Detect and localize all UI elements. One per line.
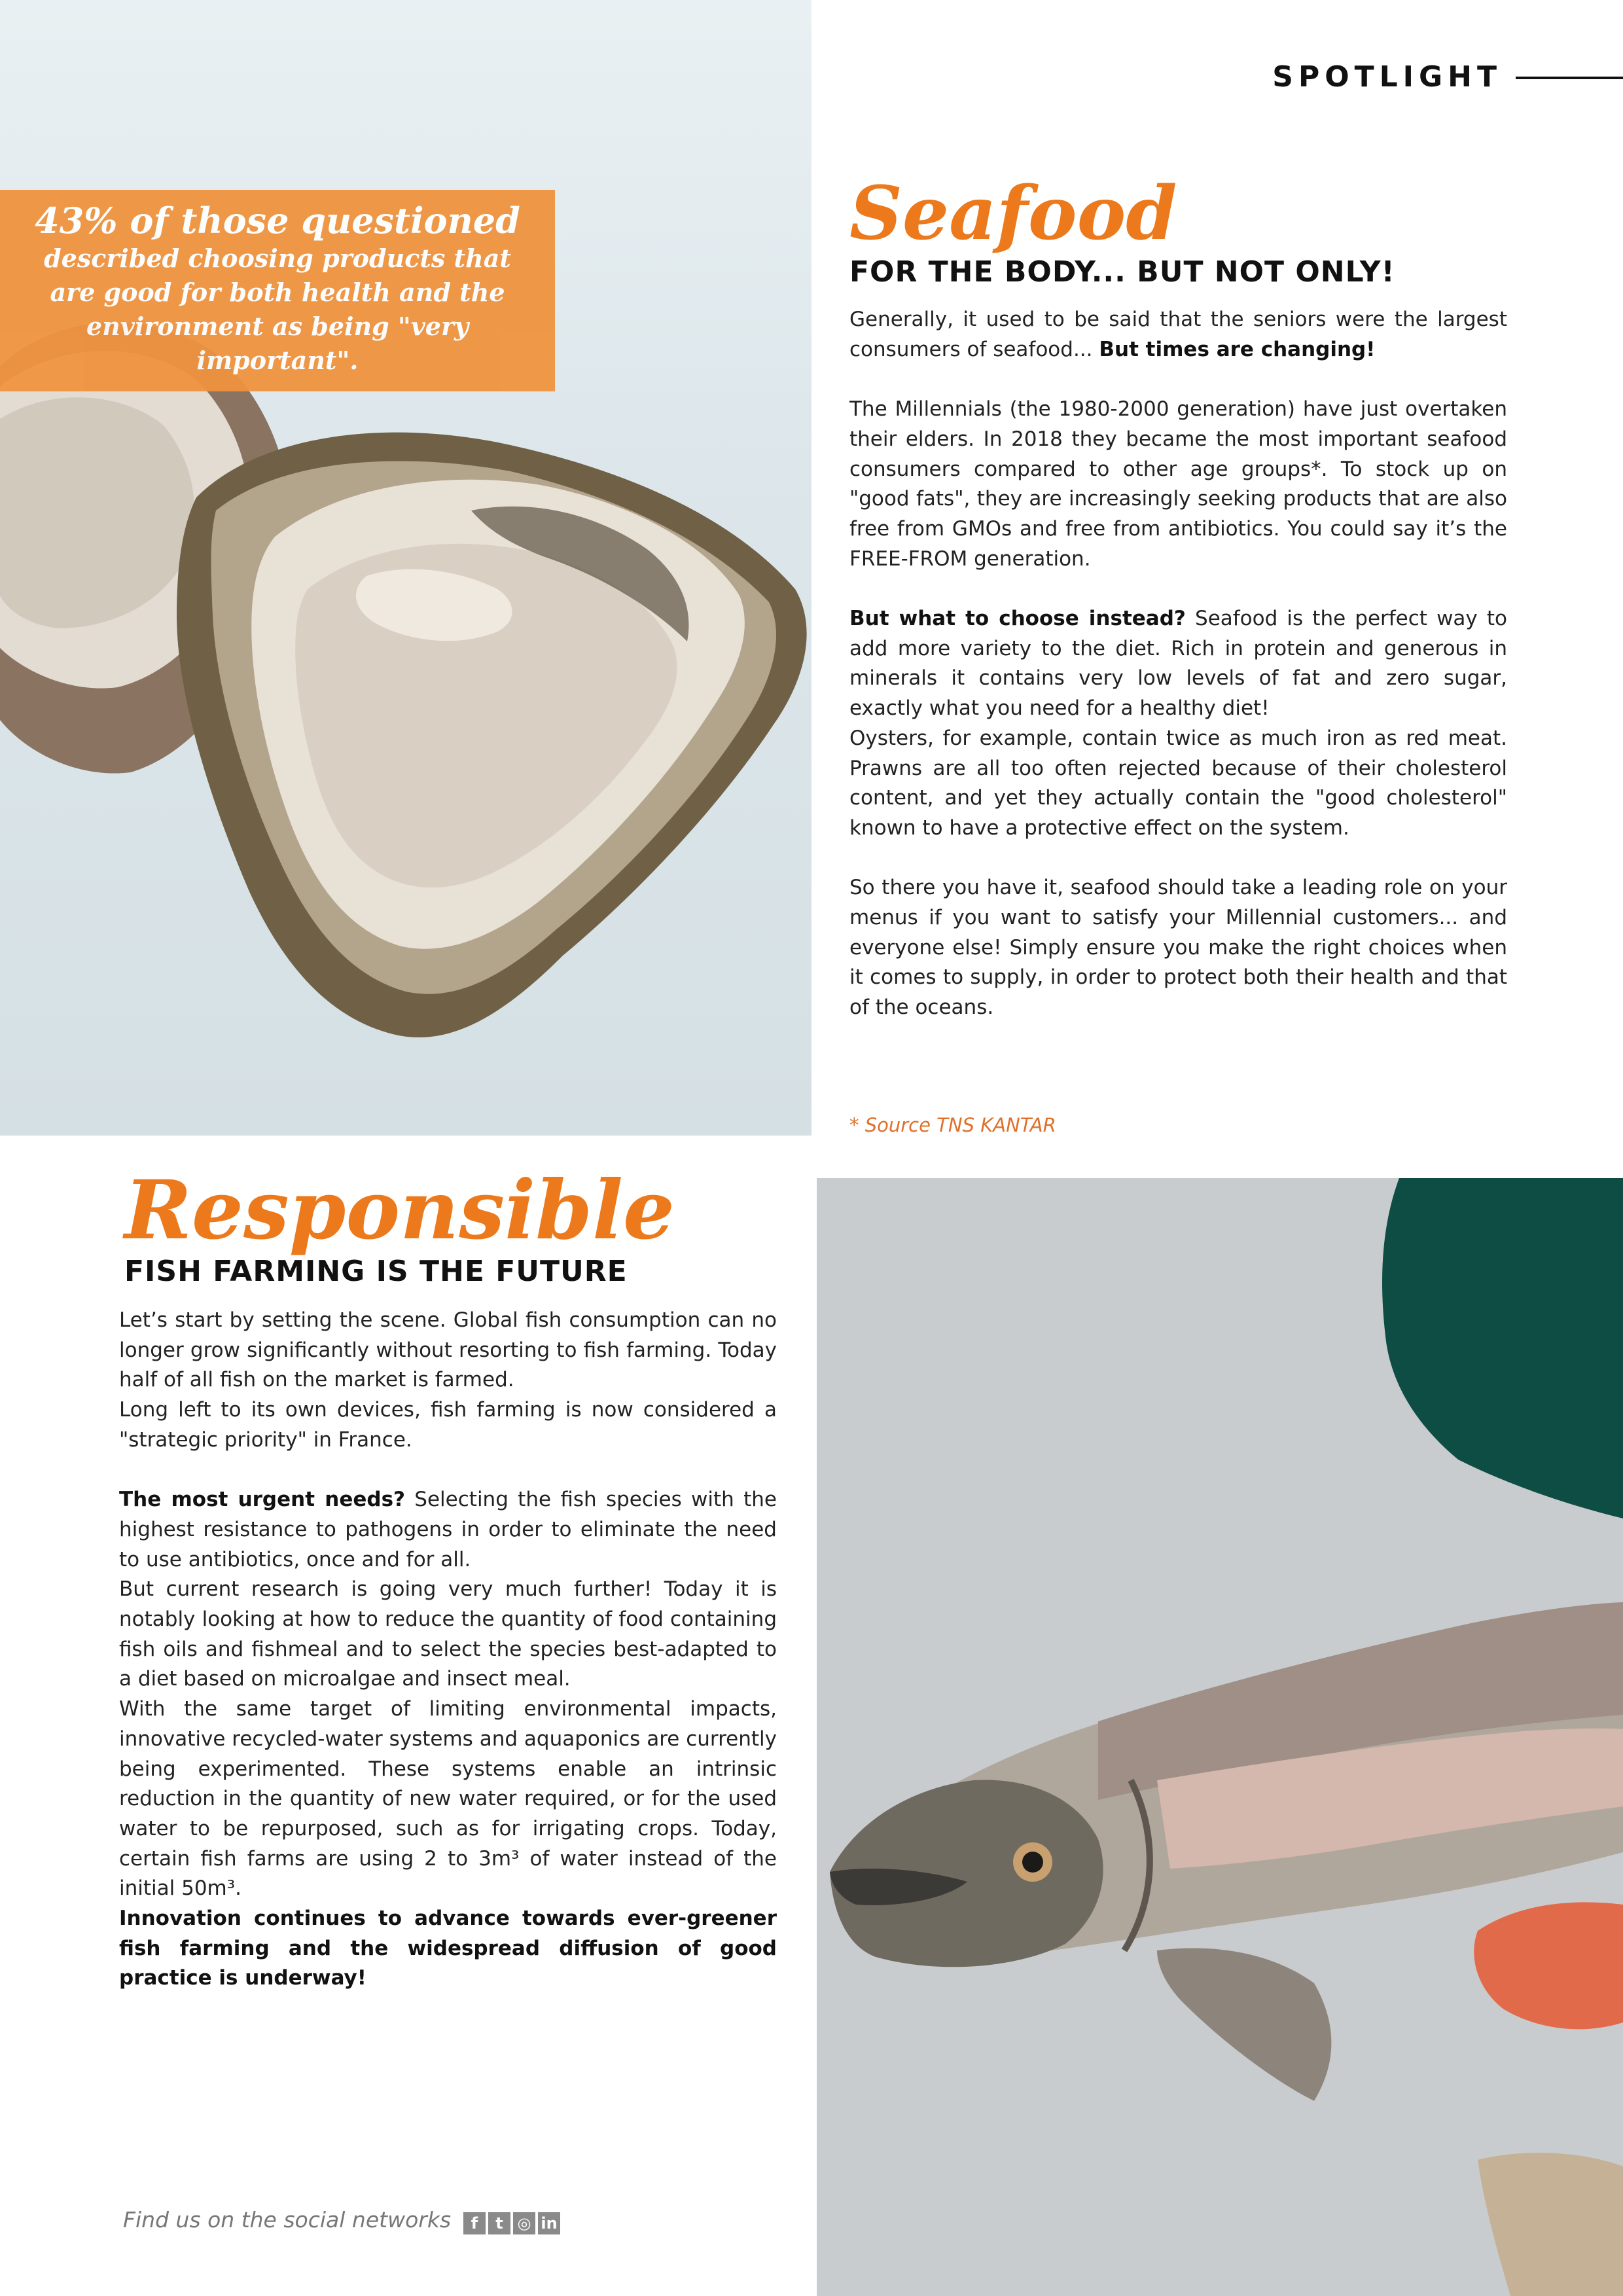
seafood-article bbox=[849, 305, 1507, 1053]
responsible-p6-bold: Innovation continues to advance towards ever-greener fish farming and the widespread diffusion of good practice is underway! bbox=[119, 1907, 777, 1990]
quote-text bbox=[22, 200, 533, 378]
fish-illustration bbox=[817, 1178, 1623, 2296]
responsible-article bbox=[119, 1306, 777, 1994]
responsible-paragraph-1: Let’s start by setting the scene. Global fish consumption can no longer grow significantly without resorting to fish farming. Today half of all fish on the market is farmed. bbox=[119, 1308, 777, 1392]
instagram-icon[interactable]: ◎ bbox=[513, 2212, 535, 2234]
responsible-paragraph-2: Long left to its own devices, fish farming is now considered a "strategic priority" in France. bbox=[119, 1398, 777, 1452]
oyster-illustration bbox=[0, 0, 812, 1136]
seafood-subtitle: FOR THE BODY... BUT NOT ONLY! bbox=[849, 255, 1395, 289]
seafood-paragraph-5: So there you have it, seafood should take a leading role on your menus if you want to satisfy your Millennial customers... and everyone else! Simply ensure you make the right choices when it comes to supply, in order to protect both their health and that of the oceans. bbox=[849, 876, 1507, 1020]
seafood-paragraph-1 bbox=[849, 305, 1507, 365]
responsible-p3-bold: The most urgent needs? bbox=[119, 1488, 406, 1512]
seafood-p3-bold: But what to choose instead? bbox=[849, 607, 1186, 630]
quote-lead: 43% of those questioned bbox=[35, 200, 520, 242]
section-label-rule bbox=[1516, 77, 1623, 79]
responsible-subtitle: FISH FARMING IS THE FUTURE bbox=[124, 1255, 628, 1288]
responsible-p3-text: Selecting the fish species with the highest resistance to pathogens in order to eliminate the need to use antibiotics, once and for all. bbox=[119, 1488, 777, 1571]
responsible-paragraph-4: But current research is going very much further! Today it is notably looking at how to reduce the quantity of food containing fish oils and fishmeal and to select the species best-adapted to a diet based on microalgae and insect meal. bbox=[119, 1577, 777, 1691]
quote-box bbox=[0, 190, 555, 391]
twitter-icon[interactable]: t bbox=[488, 2212, 510, 2234]
responsible-paragraph-3 bbox=[119, 1485, 777, 1575]
seafood-p1-bold: But times are changing! bbox=[1099, 337, 1376, 361]
seafood-p1-text: Generally, it used to be said that the seniors were the largest consumers of seafood... bbox=[849, 308, 1507, 361]
fish-photo bbox=[817, 1178, 1623, 2296]
seafood-title: Seafood bbox=[849, 171, 1177, 257]
seafood-paragraph-4: Oysters, for example, contain twice as much iron as red meat. Prawns are all too often rejected because of their cholesterol content, and yet they actually contain the "good cholesterol" known to have a protective effect on the system. bbox=[849, 726, 1507, 840]
responsible-paragraph-6 bbox=[119, 1904, 777, 1994]
social-text: Find us on the social networks bbox=[123, 2207, 452, 2233]
social-icons bbox=[463, 2212, 560, 2234]
responsible-paragraph-5: With the same target of limiting environmental impacts, innovative recycled-water systems and aquaponics are currently being experimented. These systems enable an intrinsic reduction in the quantity of new water required, or for the used water to be repurposed, such as for irrigating crops. Today, certain fish farms are using 2 to 3m³ of water instead of the initial 50m³. bbox=[119, 1697, 777, 1901]
linkedin-icon[interactable]: in bbox=[538, 2212, 560, 2234]
seafood-p3-text: Seafood is the perfect way to add more variety to the diet. Rich in protein and generous in minerals it contains very low levels of fat and zero sugar, exactly what you need for a healthy diet! bbox=[849, 607, 1508, 721]
oyster-photo bbox=[0, 0, 812, 1136]
section-label: SPOTLIGHT bbox=[1272, 60, 1502, 94]
facebook-icon[interactable]: f bbox=[463, 2212, 486, 2234]
source-note: * Source TNS KANTAR bbox=[849, 1114, 1056, 1136]
responsible-title: Responsible bbox=[124, 1163, 675, 1258]
seafood-paragraph-2: The Millennials (the 1980-2000 generation) have just overtaken their elders. In 2018 they became the most important seafood consumers compared to other age groups*. To stock up on "good fats", they are increasingly seeking products that are also free from GMOs and free from antibiotics. You could say it’s the FREE-FROM generation. bbox=[849, 397, 1507, 571]
quote-rest: described choosing products that are good for both health and the environment as being "very important". bbox=[44, 243, 511, 375]
seafood-paragraph-3 bbox=[849, 604, 1507, 724]
